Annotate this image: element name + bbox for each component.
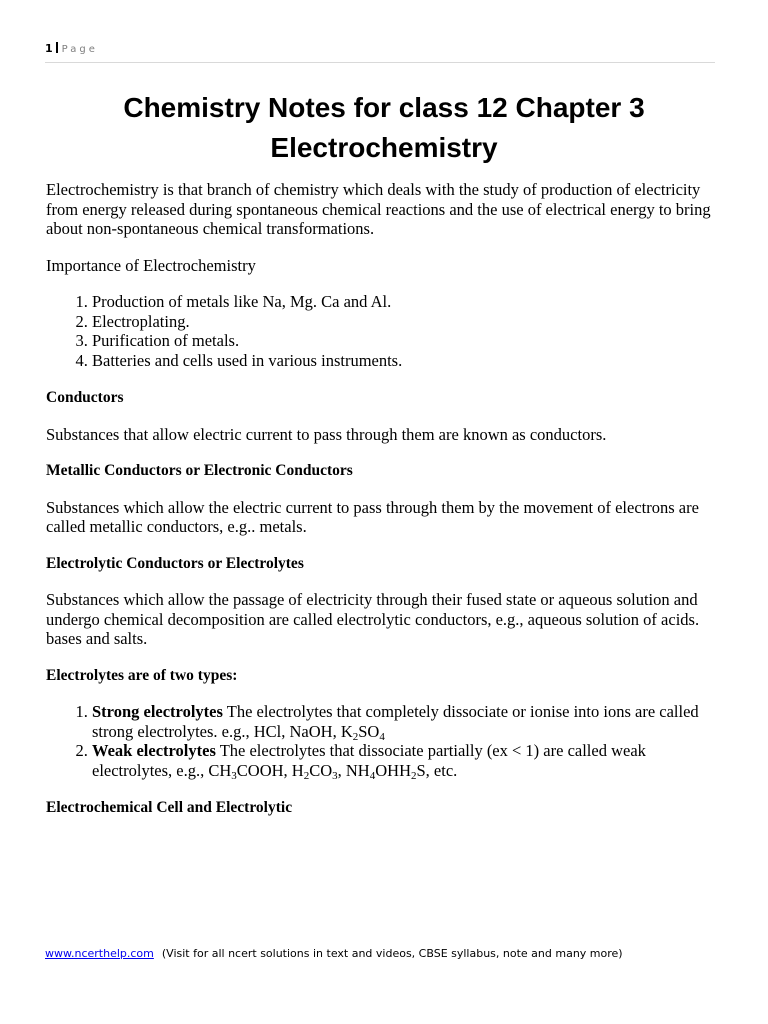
page-number: 1 bbox=[45, 42, 53, 55]
page-header bbox=[45, 42, 715, 63]
conductors-heading: Conductors bbox=[46, 389, 124, 406]
importance-heading: Importance of Electrochemistry bbox=[46, 255, 256, 275]
document-title bbox=[60, 88, 708, 168]
types-heading: Electrolytes are of two types: bbox=[46, 666, 238, 684]
title-line-2: Electrochemistry bbox=[270, 132, 498, 163]
intro-paragraph: Electrochemistry is that branch of chemistry which deals with the study of production of electricity from energy released during spontaneous chemical reactions and the use of electrical energy to bring about non-spontaneous chemical transformations. bbox=[46, 180, 711, 238]
page-label: Page bbox=[61, 44, 98, 55]
types-list bbox=[46, 702, 726, 780]
document-body bbox=[46, 180, 726, 818]
list-item-strong: 1. Strong electrolytes The electrolytes that completely dissociate or ionise into ions are called strong electrolytes. e.g., HCl, NaOH, $K_2SO_4$ bbox=[92, 702, 726, 741]
importance-list bbox=[46, 292, 726, 370]
list-item: 1. Production of metals like Na, Mg. Ca and Al. bbox=[92, 292, 726, 312]
title-line-1: Chemistry Notes for class 12 Chapter 3 bbox=[123, 92, 645, 123]
weak-term: Weak electrolytes bbox=[92, 741, 216, 760]
list-item: 2. Electroplating. bbox=[92, 312, 726, 332]
metallic-text: Substances which allow the electric current to pass through them by the movement of electrons are called metallic conductors, e.g.. metals. bbox=[46, 497, 699, 536]
metallic-heading: Metallic Conductors or Electronic Conductors bbox=[46, 462, 353, 479]
list-item-weak: 2. Weak electrolytes The electrolytes that dissociate partially (ex < 1) are called weak electrolytes, e.g., $CH_3COOH$, $H_2CO_3$, $NH_4OHH_2S$, etc. bbox=[92, 741, 726, 780]
header-divider bbox=[56, 42, 58, 53]
list-item: 4. Batteries and cells used in various instruments. bbox=[92, 351, 726, 371]
electrolytic-text: Substances which allow the passage of electricity through their fused state or aqueous solution and undergo chemical decomposition are called electrolytic conductors, e.g., aqueous solution of acids. bases and salts. bbox=[46, 590, 700, 648]
page-footer bbox=[45, 947, 623, 960]
website-link[interactable]: www.ncerthelp.com bbox=[45, 947, 154, 960]
strong-term: Strong electrolytes bbox=[92, 702, 223, 721]
footer-note: (Visit for all ncert solutions in text and videos, CBSE syllabus, note and many more) bbox=[161, 947, 623, 960]
next-section-heading: Electrochemical Cell and Electrolytic bbox=[46, 799, 293, 816]
list-item: 3. Purification of metals. bbox=[92, 331, 726, 351]
electrolytic-heading: Electrolytic Conductors or Electrolytes bbox=[46, 554, 304, 572]
conductors-text: Substances that allow electric current to pass through them are known as conductors. bbox=[46, 424, 607, 444]
